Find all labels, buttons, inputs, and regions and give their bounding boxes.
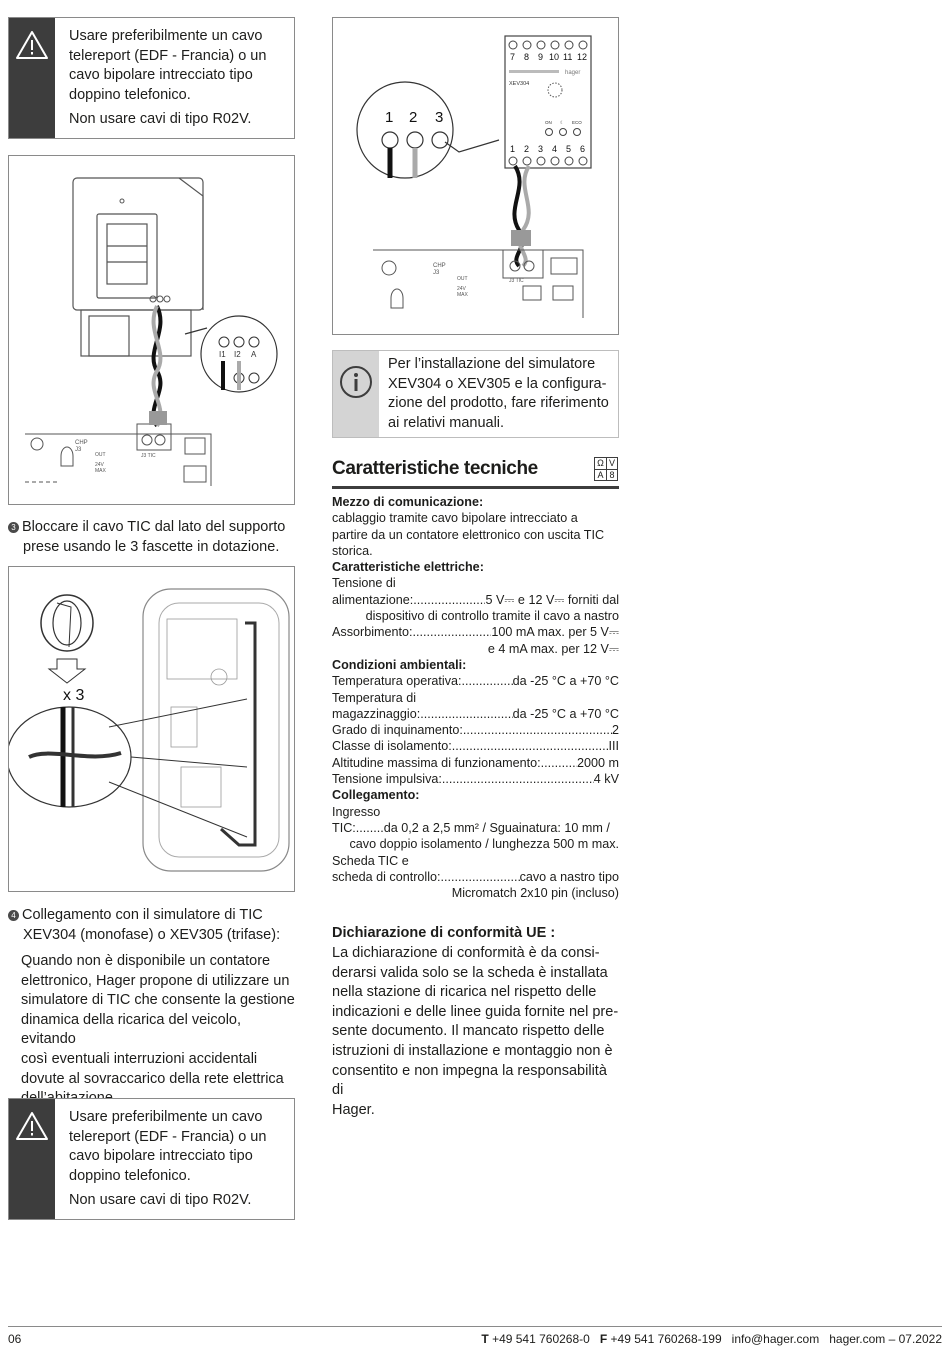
spec-row-op-temp: Temperatura operativa: ..... da -25 °C a +70 °C: [332, 673, 619, 689]
terminal-5: 5: [566, 144, 572, 154]
led-label-moon: ☾: [560, 120, 565, 125]
info-line: ai relativi manuali.: [388, 414, 505, 431]
declaration-line: consentito e non impegna la responsabilità di: [332, 1062, 607, 1099]
terminal-2: 2: [524, 144, 530, 154]
fax-label: F: [599, 1332, 608, 1346]
figure-xev-wiring: [332, 17, 619, 335]
spec-line: Scheda TIC e: [332, 853, 409, 868]
model-label: XEV304: [509, 81, 530, 87]
step-4: [8, 906, 295, 945]
body-line: così eventuali interruzioni accidentali: [21, 1050, 258, 1067]
tie-count-label: x 3: [63, 687, 85, 704]
warning-triangle-icon: [15, 30, 49, 60]
body-line: dovute al sovraccarico della rete elettrica: [21, 1070, 284, 1087]
figure-meter-wiring: [8, 155, 295, 505]
spec-line: e 4 mA max. per 12 V⎓: [487, 641, 619, 656]
icon-glyph: Ω: [597, 458, 604, 468]
terminal-10: 10: [549, 52, 560, 62]
website-link[interactable]: hager.com – 07.2022: [829, 1332, 942, 1346]
declaration-line: istruzioni di installazione e montaggio non è: [332, 1042, 613, 1059]
warning-note: Non usare cavi di tipo R02V.: [69, 1192, 252, 1209]
tech-title: Caratteristiche tecniche: [332, 458, 538, 479]
spec-line: Tensione di: [332, 576, 396, 591]
terminal-8: 8: [524, 52, 530, 62]
declaration-line: Hager.: [332, 1101, 375, 1118]
warning-line: Usare preferibilmente un cavo: [69, 1109, 263, 1125]
spec-row-consumption: Assorbimento: ..... 100 mA max. per 5 V⎓: [332, 624, 619, 640]
spec-line: partire da un contatore elettronico con uscita TIC: [332, 527, 605, 542]
icon-glyph: A: [595, 469, 606, 480]
spec-line: Ingresso: [332, 804, 381, 819]
info-box: [332, 350, 619, 438]
terminal-12: 12: [577, 52, 588, 62]
page-number: 06: [8, 1332, 22, 1346]
warning-line: Usare preferibilmente un cavo: [69, 28, 263, 44]
warning-triangle-icon: [15, 1111, 49, 1141]
phone-label: T: [481, 1332, 489, 1346]
icon-glyph: 8: [606, 469, 617, 480]
terminal-label-i1: I1: [219, 350, 226, 359]
board-label-chp: CHP: [75, 440, 88, 446]
spec-line: dispositivo di controllo tramite il cavo a nastro: [365, 609, 619, 624]
electrical-symbols-icon: [594, 457, 618, 481]
warning-box-top: [8, 17, 295, 139]
tech-divider: [332, 486, 619, 489]
terminal-7: 7: [510, 52, 516, 62]
spec-row-impulse: Tensione impulsiva: ..... 4 kV: [332, 771, 619, 787]
warning-line: doppino telefonico.: [69, 86, 191, 103]
terminal-label-a: A: [251, 350, 257, 359]
board-label-max: MAX: [457, 292, 468, 298]
body-line: Quando non è disponibile un contatore: [21, 953, 271, 969]
spec-row-insulation: Classe di isolamento: ..... III: [332, 738, 619, 754]
board-label-j3tic: J3 TIC: [509, 278, 524, 284]
info-icon: [339, 365, 373, 399]
board-label-out: OUT: [95, 452, 106, 458]
board-label-24v: 24V: [95, 462, 104, 468]
spec-row-altitude: Altitudine massima di funzionamento: ..... 2000 m: [332, 755, 619, 771]
terminal-9: 9: [538, 52, 544, 62]
step-4-body: [21, 952, 296, 1109]
spec-line: Temperatura di: [332, 690, 416, 705]
board-label-out: OUT: [457, 276, 468, 282]
step-3: [8, 518, 295, 557]
terminal-1: 1: [510, 144, 516, 154]
board-label-max: MAX: [95, 468, 106, 474]
warning-line: cavo bipolare intrecciato tipo: [69, 67, 253, 84]
terminal-4: 4: [552, 144, 558, 154]
info-line: zione del prodotto, fare riferimento: [388, 395, 609, 412]
hager-logo: hager: [565, 70, 581, 76]
declaration-text: [332, 944, 619, 1120]
warning-line: telereport (EDF - Francia) o un: [69, 1128, 267, 1145]
spec-row-card: scheda di controllo: ..... cavo a nastro tipo: [332, 869, 619, 885]
spec-row-storage-temp: magazzinaggio: ..... da -25 °C a +70 °C: [332, 706, 619, 722]
figure-cable-ties: [8, 566, 295, 892]
step-number: 4: [8, 910, 19, 921]
phone-number: +49 541 760268-0: [492, 1332, 590, 1346]
fax-number: +49 541 760268-199: [610, 1332, 722, 1346]
spec-line: cablaggio tramite cavo bipolare intrecciato a: [332, 511, 578, 526]
terminal-label-i2: I2: [234, 350, 241, 359]
board-label-chp: CHP: [433, 263, 446, 269]
spec-heading: Collegamento:: [332, 788, 420, 803]
declaration-line: indicazioni e delle linee guida fornite nel pre-: [332, 1003, 619, 1020]
spec-line: cavo doppio isolamento / lunghezza 500 m max.: [349, 837, 619, 852]
led-label-on: ON: [545, 120, 552, 125]
info-line: XEV304 o XEV305 e la configura-: [388, 375, 607, 392]
footer-contact: [481, 1332, 942, 1346]
terminal-11: 11: [563, 52, 573, 62]
footer-divider: [8, 1326, 942, 1327]
step-line: Collegamento con il simulatore di TIC: [22, 907, 263, 923]
zoom-terminal-3: 3: [435, 109, 444, 126]
warning-line: cavo bipolare intrecciato tipo: [69, 1148, 253, 1165]
body-line: elettronico, Hager propone di utilizzare un: [21, 972, 290, 989]
spec-row-tic: TIC: ..... da 0,2 a 2,5 mm² / Sguainatura: 10 mm /: [332, 820, 619, 836]
board-label-j3: J3: [433, 270, 440, 276]
board-label-j3: J3: [75, 447, 82, 453]
zoom-terminal-2: 2: [409, 109, 418, 126]
board-label-24v: 24V: [457, 286, 466, 292]
board-label-j3tic: J3 TIC: [141, 453, 156, 459]
email-link[interactable]: info@hager.com: [731, 1332, 820, 1346]
spec-heading: Caratteristiche elettriche:: [332, 560, 484, 575]
warning-line: doppino telefonico.: [69, 1167, 191, 1184]
declaration-line: nella stazione di ricarica nel rispetto delle: [332, 984, 597, 1001]
icon-glyph: V: [606, 458, 617, 469]
warning-box-bottom: [8, 1098, 295, 1220]
zoom-terminal-1: 1: [385, 109, 394, 126]
declaration-title: Dichiarazione di conformità UE :: [332, 925, 556, 941]
tech-specs: [332, 494, 619, 901]
spec-heading: Condizioni ambientali:: [332, 657, 467, 672]
led-label-eco: ECO: [572, 120, 582, 125]
step-line: Bloccare il cavo TIC dal lato del supporto: [22, 519, 286, 535]
step-number: 3: [8, 522, 19, 533]
step-line: prese usando le 3 fascette in dotazione.: [23, 538, 280, 555]
spec-row-supply: alimentazione: ..... 5 V⎓ e 12 V⎓ forniti dal: [332, 592, 619, 608]
terminal-6: 6: [580, 144, 586, 154]
spec-row-pollution: Grado di inquinamento: ..... 2: [332, 722, 619, 738]
body-line: dinamica della ricarica del veicolo, evitando: [21, 1011, 242, 1048]
step-line: XEV304 (monofase) o XEV305 (trifase):: [23, 926, 281, 943]
spec-line: storica.: [332, 543, 373, 558]
spec-heading: Mezzo di comunicazione:: [332, 495, 484, 509]
warning-line: telereport (EDF - Francia) o un: [69, 47, 267, 64]
declaration-line: sente documento. Il mancato rispetto delle: [332, 1023, 605, 1040]
declaration-line: derarsi valida solo se la scheda è installata: [332, 964, 608, 981]
spec-line: Micromatch 2x10 pin (incluso): [451, 886, 619, 901]
info-line: Per l’installazione del simulatore: [388, 356, 596, 372]
declaration-line: La dichiarazione di conformità è da consi-: [332, 945, 600, 961]
warning-note: Non usare cavi di tipo R02V.: [69, 111, 252, 128]
terminal-3: 3: [538, 144, 544, 154]
body-line: simulatore di TIC che consente la gestione: [21, 992, 295, 1009]
